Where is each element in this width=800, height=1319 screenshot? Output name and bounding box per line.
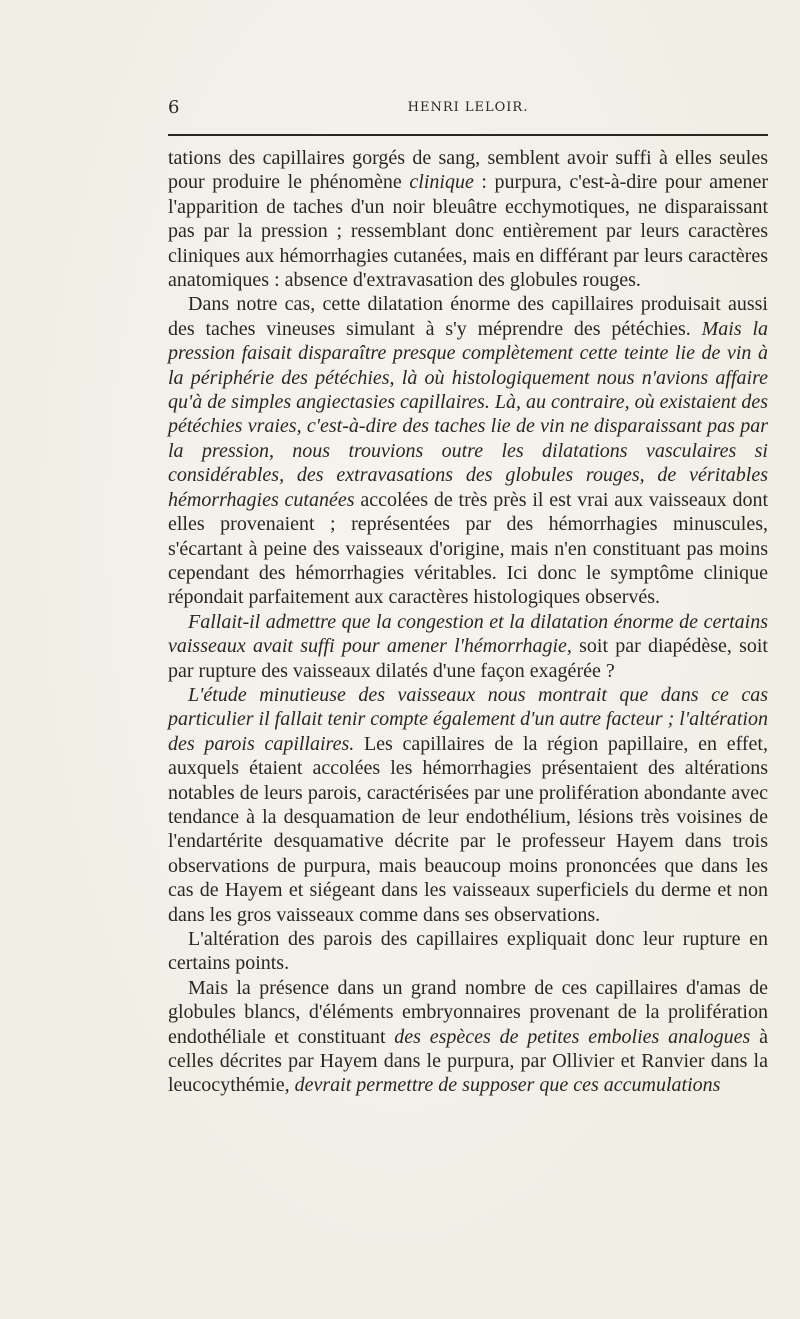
italic-run: Fallait-il admettre que la congestion et la dilatation énorme de certains vaisseaux avait suffi pour amener l'hémorrhagie, [168, 610, 768, 658]
italic-run: des espèces de petites embolies analogues [394, 1025, 751, 1048]
paragraph-1 [168, 146, 768, 292]
text-run: : purpura, c'est-à-dire pour amener l'apparition de taches d'un noir bleuâtre ecchymotiques, ne disparaissant pas par la pression ; ressemblant donc entièrement par leurs caractères cliniques aux hémorrhagies cutanées, mais en différant par leurs caractères anatomiques : absence d'extravasation des globules rouges. [168, 171, 769, 292]
italic-run: Mais la pression faisait disparaître presque complètement cette teinte lie de vin à la périphérie des pétéchies, là où histologiquement nous n'avions affaire qu'à de simples angiectasies capillaires. Là, au contraire, où existaient des pétéchies vraies, c'est-à-dire des taches lie de vin ne disparaissant pas par la pression, nous trouvions outre les dilatations vasculaires si considérables, des extravasations des globules rouges, de véritables hémorrhagies cutanées [168, 317, 769, 511]
text-run: Mais la présence dans un grand nombre de ces capillaires d'amas de globules blancs, d'éléments embryonnaires provenant de la prolifération endothéliale et constituant [168, 976, 768, 1048]
paragraph-2 [168, 292, 768, 609]
paragraph-3 [168, 610, 768, 683]
italic-run: clinique [409, 171, 474, 194]
running-head: HENRI LELOIR. [407, 100, 529, 115]
page-number: 6 [168, 97, 180, 118]
paragraph-5 [168, 927, 768, 976]
text-run: L'altération des parois des capillaires expliquait donc leur rupture en certains points. [168, 928, 768, 975]
text-run: à celles décrites par Hayem dans le purpura, par Ollivier et Ranvier dans la leucocythémie, [168, 1025, 768, 1097]
italic-run: devrait permettre de supposer que ces accumulations [294, 1074, 721, 1097]
text-run: tations des capillaires gorgés de sang, semblent avoir suffi à elles seules pour produire le phénomène [168, 147, 768, 194]
italic-run: L'étude minutieuse des vaisseaux nous montrait que dans ce cas particulier il fallait tenir compte également d'un autre facteur ; l'altération des parois capillaires. [168, 683, 768, 755]
text-run: Dans notre cas, cette dilatation énorme des capillaires produisait aussi des taches vineuses simulant à s'y méprendre des pétéchies. [168, 293, 768, 340]
paragraph-6 [168, 976, 768, 1098]
page-header [168, 96, 768, 120]
paragraph-4 [168, 683, 768, 927]
text-run: accolées de très près il est vrai aux vaisseaux dont elles provenaient ; représentées par des hémorrhagies minuscules, s'écartant à peine des vaisseaux d'origine, mais n'en constituant pas moins cependant des hémorrhagies véritables. Ici donc le symptôme clinique répondait parfaitement aux caractères histologiques observés. [168, 488, 768, 609]
body-text [168, 146, 768, 1098]
text-run: soit par diapédèse, soit par rupture des vaisseaux dilatés d'une façon exagérée ? [168, 635, 768, 682]
header-rule [168, 134, 768, 136]
text-run: Les capillaires de la région papillaire, en effet, auxquels étaient accolées les hémorrhagies présentaient des altérations notables de leurs parois, caractérisées par une prolifération abondante avec tendance à la desquamation de leur endothélium, lésions très voisines de l'endartérite desquamative décrite par le professeur Hayem dans trois observations de purpura, mais beaucoup moins prononcées que dans les cas de Hayem et siégeant dans les vaisseaux superficiels du derme et non dans les gros vaisseaux comme dans ses observations. [168, 732, 768, 926]
